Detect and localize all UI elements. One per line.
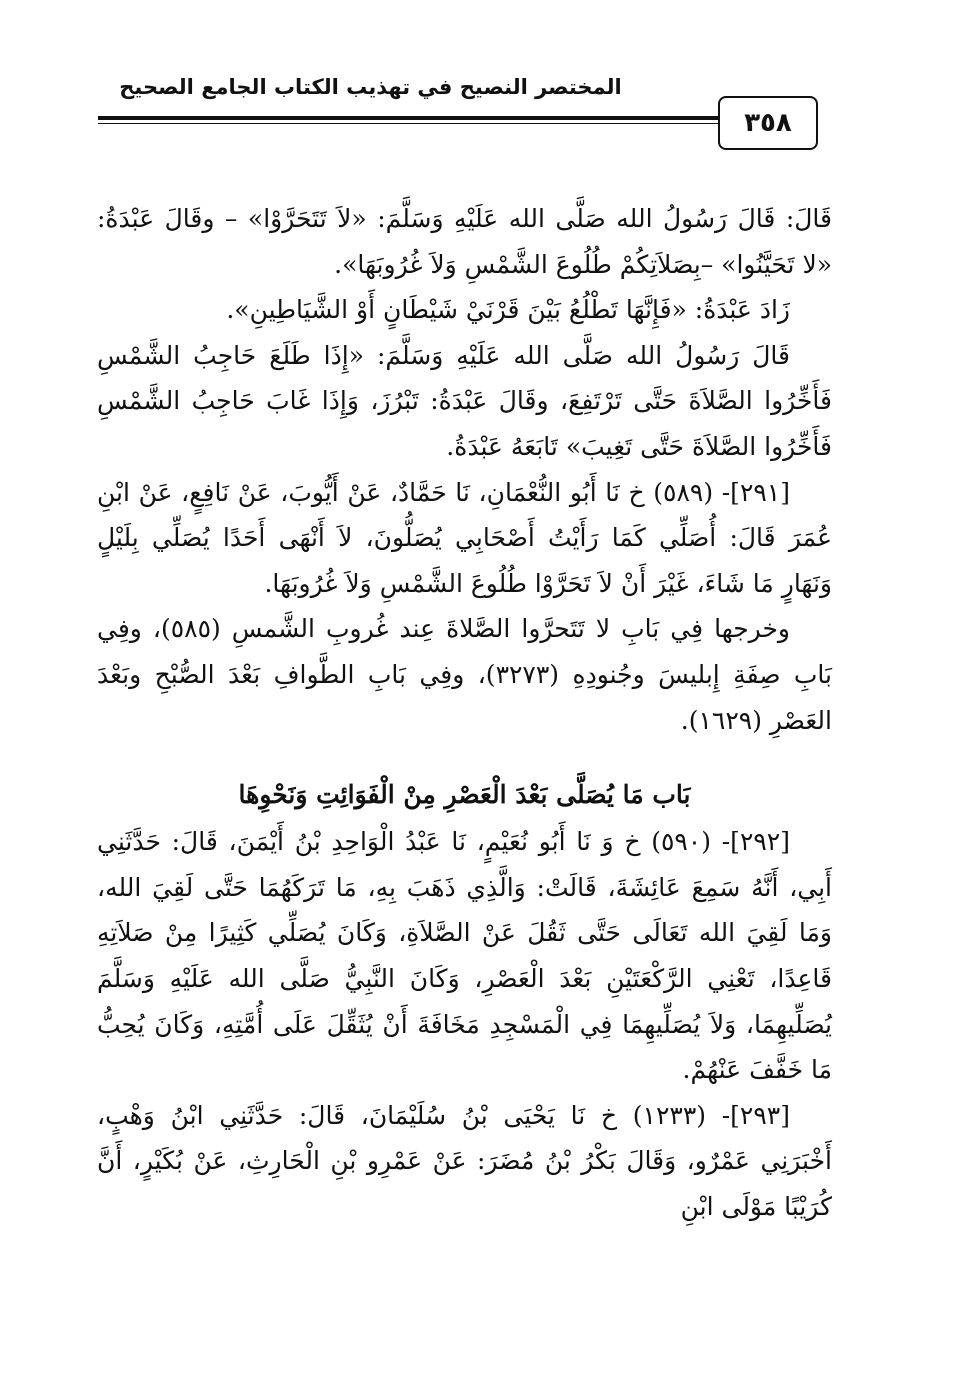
paragraph-3: قَالَ رَسُولُ الله صَلَّى الله عَلَيْهِ وَسَلَّمَ: «إِذَا طَلَعَ حَاجِبُ الشَّمْسِ فَأَخِّرُوا الصَّلاَةَ حَتَّى تَرْتَفِعَ، وقَالَ عَبْدَةُ: تَبْرُزَ، وَإِذَا غَابَ حَاجِبُ الشَّمْسِ فَأَخِّرُوا الصَّلاَةَ حَتَّى تَغِيبَ» تَابَعَهُ عَبْدَةُ.: [97, 340, 832, 461]
page-number: ٣٥٨: [718, 96, 818, 150]
paragraph-2: زَادَ عَبْدَةُ: «فَإِنَّهَا تَطْلُعُ بَيْنَ قَرْنَيْ شَيْطَانٍ أَوْ الشَّيَاطِينِ».: [226, 295, 790, 325]
paragraph-1: قَالَ: قَالَ رَسُولُ الله صَلَّى الله عَلَيْهِ وَسَلَّمَ: «لاَ تَتَحَرَّوْا» – وقَالَ عَبْدَةُ: «لا تَحَيَّنُوا» –بِصَلاَتِكُمْ طُلُوعَ الشَّمْسِ وَلاَ غُرُوبَهَا».: [97, 204, 832, 279]
chapter-heading: بَاب مَا يُصَلَّى بَعْدَ الْعَصْرِ مِنْ الْفَوَائِتِ وَنَحْوِهَا: [238, 780, 691, 810]
header-rule-thick: [98, 116, 718, 120]
running-title: المختصر النصيح في تهذيب الكتاب الجامع الصحيح: [119, 75, 622, 99]
header-rule-thin: [98, 123, 718, 124]
paragraph-4: [٢٩١]- (٥٨٩) خ نَا أَبُو النُّعْمَانِ، نَا حَمَّادٌ، عَنْ أَيُّوبَ، عَنْ نَافِعٍ، عَنْ ابْنِ عُمَرَ قَالَ: أُصَلِّي كَمَا رَأَيْتُ أَصْحَابِي يُصَلُّونَ، لاَ أَنْهَى أَحَدًا يُصَلِّي بِلَيْلٍ وَنَهَارٍ مَا شَاءَ، غَيْرَ أَنْ لاَ تَحَرَّوْا طُلُوعَ الشَّمْسِ وَلاَ غُرُوبَهَا.: [97, 477, 832, 598]
paragraph-5: وخرجها فِي بَابِ لا تَتَحرَّوا الصَّلاةَ عِند غُروبِ الشَّمسِ (٥٨٥)، وفِي بَابِ صِفَةِ إِبليسَ وجُنودِهِ (٣٢٧٣)، وفِي بَابِ الطَّوافِ بَعْدَ الصُّبْحِ وبَعْدَ العَصْرِ (١٦٢٩).: [97, 614, 832, 735]
body-text: [97, 196, 832, 1306]
page-header: [98, 62, 830, 162]
paragraph-6: [٢٩٢]- (٥٩٠) خ وَ نَا أَبُو نُعَيْمٍ، نَا عَبْدُ الْوَاحِدِ بْنُ أَيْمَنَ، قَالَ: حَدَّثَنِي أَبِي، أَنَّهُ سَمِعَ عَائِشَةَ، قَالَتْ: وَالَّذِي ذَهَبَ بِهِ، مَا تَرَكَهُمَا حَتَّى لَقِيَ الله، وَمَا لَقِيَ الله تَعَالَى حَتَّى ثَقُلَ عَنْ الصَّلاَةِ، وَكَانَ يُصَلِّي كَثِيرًا مِنْ صَلاَتِهِ قَاعِدًا، تَعْنِي الرَّكْعَتَيْنِ بَعْدَ الْعَصْرِ، وَكَانَ النَّبِيُّ صَلَّى الله عَلَيْهِ وَسَلَّمَ يُصَلِّيهِمَا، وَلاَ يُصَلِّيهِمَا فِي الْمَسْجِدِ مَخَافَةَ أَنْ يُثَقِّلَ عَلَى أُمَّتِهِ، وَكَانَ يُحِبُّ مَا خَفَّفَ عَنْهُمْ.: [97, 827, 832, 1085]
paragraph-7: [٢٩٣]- (١٢٣٣) خ نَا يَحْيَى بْنُ سُلَيْمَانَ، قَالَ: حَدَّثَنِي ابْنُ وَهْبٍ، أَخْبَرَنِي عَمْرٌو، وَقَالَ بَكْرُ بْنُ مُضَرَ: عَنْ عَمْرِو بْنِ الْحَارِثِ، عَنْ بُكَيْرٍ، أَنَّ كُرَيْبًا مَوْلَى ابْنِ: [97, 1100, 832, 1221]
